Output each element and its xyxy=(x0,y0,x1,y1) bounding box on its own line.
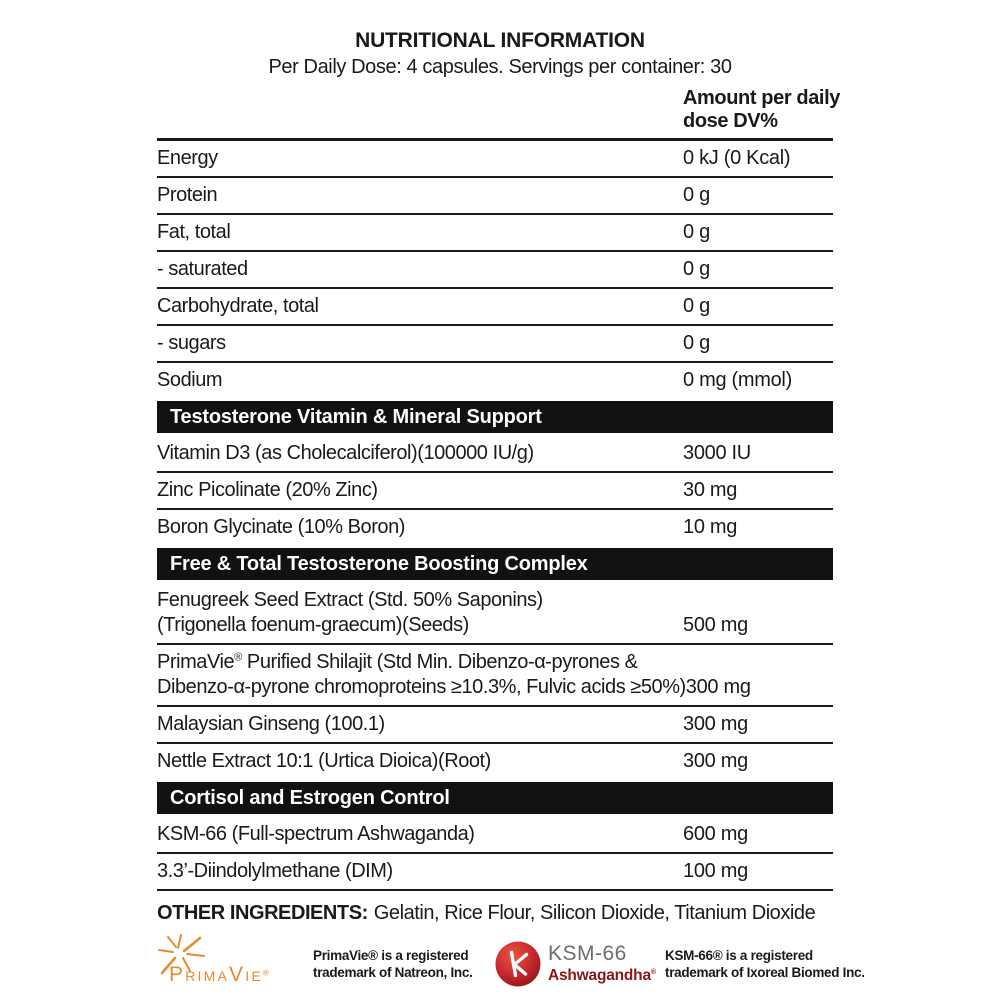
nutrient-row xyxy=(157,744,833,779)
primavie-note-line1: PrimaVie® is a registered xyxy=(313,948,469,963)
nutrient-row xyxy=(157,707,833,744)
nutrient-value: 10 mg xyxy=(683,516,738,538)
nutrient-label: Fat, total xyxy=(157,221,231,243)
nutrient-label: Nettle Extract 10:1 (Urtica Dioica)(Root) xyxy=(157,750,491,772)
nutrient-row xyxy=(157,363,833,398)
registered-mark: ® xyxy=(262,968,269,978)
nutrient-label: Zinc Picolinate (20% Zinc) xyxy=(157,479,378,501)
nutrient-label: Energy xyxy=(157,147,218,169)
primavie-note-line2: trademark of Natreon, Inc. xyxy=(313,965,473,980)
serving-info: Per Daily Dose: 4 capsules. Servings per container: 30 xyxy=(268,56,732,78)
nutrient-row xyxy=(157,289,833,326)
ksm66-logo-text xyxy=(548,943,656,984)
other-ingredients xyxy=(157,902,1000,925)
section-heading: Free & Total Testosterone Boosting Complex xyxy=(157,548,833,580)
nutrient-row xyxy=(157,215,833,252)
nutrient-value: 0 g xyxy=(683,184,710,206)
nutrient-label: Sodium xyxy=(157,369,223,391)
nutrient-value: 600 mg xyxy=(683,823,748,845)
nutrient-value: 0 mg (mmol) xyxy=(683,369,792,391)
nutrient-label: Fenugreek Seed Extract (Std. 50% Saponins) (Trigonella foenum-graecum)(Seeds) xyxy=(157,589,543,636)
nutrient-label: 3.3’-Diindolylmethane (DIM) xyxy=(157,860,393,882)
nutrient-value: 500 mg xyxy=(683,614,748,636)
registered-mark: ® xyxy=(650,969,656,977)
nutrition-table-wrap xyxy=(157,87,840,891)
section-heading: Testosterone Vitamin & Mineral Support xyxy=(157,401,833,433)
nutrient-row xyxy=(157,473,833,510)
ksm66-note-line2: trademark of Ixoreal Biomed Inc. xyxy=(665,965,865,980)
nutrient-row xyxy=(157,510,833,545)
nutrition-table xyxy=(157,138,833,891)
primavie-wordmark xyxy=(169,963,269,987)
section-heading: Cortisol and Estrogen Control xyxy=(157,782,833,814)
other-ingredients-label: OTHER INGREDIENTS: xyxy=(157,902,368,924)
nutrient-label: Carbohydrate, total xyxy=(157,295,319,317)
amount-column-header xyxy=(683,87,840,138)
nutrient-label: Vitamin D3 (as Cholecalciferol)(100000 IU/g) xyxy=(157,442,534,464)
nutrient-label: KSM-66 (Full-spectrum Ashwaganda) xyxy=(157,823,475,845)
nutrient-value: 0 g xyxy=(683,295,710,317)
nutrient-value: 0 kJ (0 Kcal) xyxy=(683,147,791,169)
nutrient-row xyxy=(157,141,833,178)
ksm66-name: KSM-66 xyxy=(548,942,627,966)
ksm66-circle-icon xyxy=(495,941,541,987)
nutrient-label: Malaysian Ginseng (100.1) xyxy=(157,713,385,735)
primavie-wordmark-part: P xyxy=(169,963,186,986)
nutrient-label: Boron Glycinate (10% Boron) xyxy=(157,516,405,538)
ksm66-subname-text: Ashwagandha xyxy=(548,967,651,985)
nutrient-value: 0 g xyxy=(683,258,710,280)
primavie-logo xyxy=(155,933,313,995)
primavie-trademark-note xyxy=(313,947,479,981)
nutrient-value: 300 mg xyxy=(683,713,748,735)
primavie-wordmark-part: V xyxy=(229,963,246,986)
nutrient-label: Protein xyxy=(157,184,218,206)
ksm66-trademark-note xyxy=(665,947,865,981)
primavie-wordmark-part: RIMA xyxy=(185,968,230,984)
amount-column-header-line2: dose DV% xyxy=(683,110,778,132)
nutrient-value: 3000 IU xyxy=(683,442,751,464)
nutrient-row xyxy=(157,854,833,891)
nutrient-value: 30 mg xyxy=(683,479,738,501)
nutrient-row xyxy=(157,178,833,215)
nutrient-row xyxy=(157,583,833,645)
nutrient-row xyxy=(157,326,833,363)
ksm66-logo xyxy=(495,941,659,987)
nutrient-label: - sugars xyxy=(157,332,226,354)
nutrient-row xyxy=(157,252,833,289)
ksm66-note-line1: KSM-66® is a registered xyxy=(665,948,813,963)
nutrient-row xyxy=(157,436,833,473)
nutrient-value: 0 g xyxy=(683,332,710,354)
primavie-wordmark-part: IE xyxy=(245,968,263,984)
nutrient-value: 100 mg xyxy=(683,860,748,882)
nutrient-label: PrimaVie® Purified Shilajit (Std Min. Dibenzo-α-pyrones & Dibenzo-α-pyrone chromoproteins ≥10.3%, Fulvic acids ≥50%) xyxy=(157,651,686,698)
nutrient-value: 300 mg xyxy=(685,676,751,698)
amount-column-header-line1: Amount per daily xyxy=(683,87,840,109)
page-title: NUTRITIONAL INFORMATION xyxy=(355,29,645,52)
ksm66-subname xyxy=(548,965,656,984)
nutrient-row xyxy=(157,817,833,854)
nutrient-value: 0 g xyxy=(683,221,710,243)
other-ingredients-text: Gelatin, Rice Flour, Silicon Dioxide, Titanium Dioxide xyxy=(373,902,816,924)
nutrient-row xyxy=(157,645,833,707)
nutrient-value: 300 mg xyxy=(683,750,748,772)
nutrient-label: - saturated xyxy=(157,258,248,280)
trademark-footer xyxy=(155,933,1000,995)
